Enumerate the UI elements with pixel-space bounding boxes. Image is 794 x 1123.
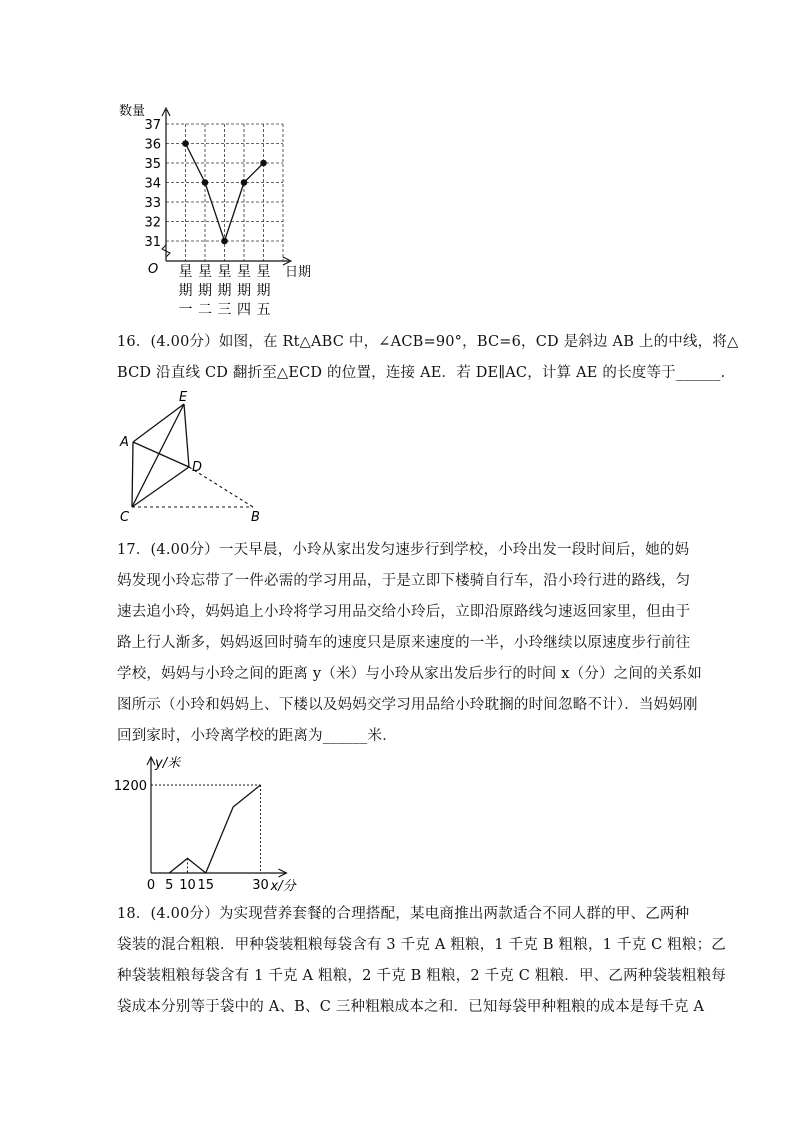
label-e: E: [179, 390, 188, 405]
x-tick-label: 10: [179, 878, 196, 893]
segment-ce: [132, 404, 184, 507]
question-17-line-5: 学校，妈妈与小玲之间的距离 y（米）与小玲从家出发后步行的时间 x（分）之间的关系如: [117, 666, 702, 682]
question-17-line-3: 速去追小玲，妈妈追上小玲将学习用品交给小玲后，立即沿原路线匀速返回家里，但由于: [117, 604, 691, 620]
y-tick-label: 34: [144, 176, 161, 192]
data-point: [182, 140, 189, 147]
x-tick-label: 0: [146, 878, 156, 893]
x-tick-label-char: 期: [217, 283, 232, 299]
segment-ac: [132, 442, 133, 507]
data-point: [202, 179, 209, 186]
y-tick-label: 32: [144, 215, 161, 231]
question-17-line-7: 回到家时，小玲离学校的距离为______米．: [117, 728, 397, 744]
data-point: [260, 160, 267, 167]
segment-ae: [133, 404, 184, 442]
x-tick-label-char: 四: [237, 302, 251, 318]
x-tick-label-char: 二: [198, 302, 212, 318]
y-tick-label: 36: [144, 137, 161, 153]
data-point: [241, 179, 248, 186]
label-c: C: [120, 510, 130, 525]
x-axis-title: x/分: [270, 879, 296, 894]
x-tick-label: 15: [197, 878, 215, 893]
y-axis-title: 数量: [119, 104, 146, 119]
label-b: B: [251, 510, 260, 525]
distance-time-chart: [110, 752, 310, 894]
question-16: [117, 327, 739, 389]
question-18-line-1: 18．(4.00分）为实现营养套餐的合理搭配，某电商推出两款适合不同人群的甲、乙两种: [117, 906, 690, 922]
x-tick-label: 30: [252, 878, 269, 893]
x-tick-label-char: 星: [198, 264, 212, 280]
x-tick-label-char: 期: [198, 283, 212, 299]
question-17: [117, 535, 702, 752]
y-tick-label: 33: [144, 196, 161, 211]
origin-label: O: [148, 262, 159, 277]
x-tick-label-char: 期: [178, 283, 193, 299]
segment-ed: [184, 404, 189, 467]
segment-ad: [133, 442, 189, 467]
weekday-quantity-chart: [110, 98, 330, 320]
question-17-line-2: 妈发现小玲忘带了一件必需的学习用品，于是立即下楼骑自行车，沿小玲行进的路线，匀: [117, 573, 691, 589]
x-tick-label-char: 期: [256, 283, 271, 299]
label-d: D: [192, 460, 203, 475]
label-a: A: [120, 435, 129, 450]
x-axis-title: 日期: [285, 265, 312, 280]
triangle-fold-figure: [112, 390, 272, 530]
x-tick-label-char: 星: [256, 264, 271, 280]
y-tick-label: 1200: [113, 779, 147, 794]
x-tick-label-char: 星: [178, 264, 193, 280]
question-16-line-1: 16．(4.00分）如图，在 Rt△ABC 中，∠ACB=90°，BC=6，CD 是斜边 AB 上的中线，将△: [117, 334, 739, 350]
series-line: [169, 785, 260, 873]
x-tick-label-char: 三: [217, 302, 232, 318]
x-tick-label: 5: [165, 878, 174, 893]
question-18: [117, 899, 726, 1023]
question-18-line-3: 种袋装粗粮每袋含有 1 千克 A 粗粮，2 千克 B 粗粮，2 千克 C 粗粮．甲、乙两种袋装粗粮每: [117, 968, 726, 984]
chart-axes: [147, 757, 287, 877]
question-17-line-4: 路上行人渐多，妈妈返回时骑车的速度只是原来速度的一半，小玲继续以原速度步行前往: [117, 635, 691, 651]
y-tick-label: 35: [144, 157, 161, 172]
y-tick-label: 31: [144, 235, 161, 250]
y-tick-label: 37: [144, 118, 161, 133]
segment-cd: [132, 467, 189, 507]
question-17-line-1: 17．(4.00分）一天早晨，小玲从家出发匀速步行到学校，小玲出发一段时间后，她的妈: [117, 542, 690, 558]
question-16-line-2: BCD 沿直线 CD 翻折至△ECD 的位置，连接 AE．若 DE∥AC，计算 AE 的长度等于______．: [117, 365, 736, 381]
x-tick-label-char: 期: [237, 283, 251, 299]
x-tick-label-char: 星: [217, 264, 232, 280]
question-17-line-6: 图所示（小玲和妈妈上、下楼以及妈妈交学习用品给小玲耽搁的时间忽略不计）．当妈妈刚: [117, 697, 698, 713]
y-axis-title: y/米: [155, 756, 181, 771]
chart-series: [169, 785, 260, 873]
data-point: [221, 238, 228, 245]
x-tick-label-char: 五: [256, 302, 271, 318]
question-18-line-4: 袋成本分别等于袋中的 A、B、C 三种粗粮成本之和．已知每袋甲种粗粮的成本是每千克 A: [117, 999, 705, 1015]
x-tick-label-char: 一: [178, 302, 193, 318]
question-18-line-2: 袋装的混合粗粮．甲种袋装粗粮每袋含有 3 千克 A 粗粮，1 千克 B 粗粮，1 千克 C 粗粮；乙: [117, 937, 726, 953]
x-tick-label-char: 星: [237, 264, 251, 280]
